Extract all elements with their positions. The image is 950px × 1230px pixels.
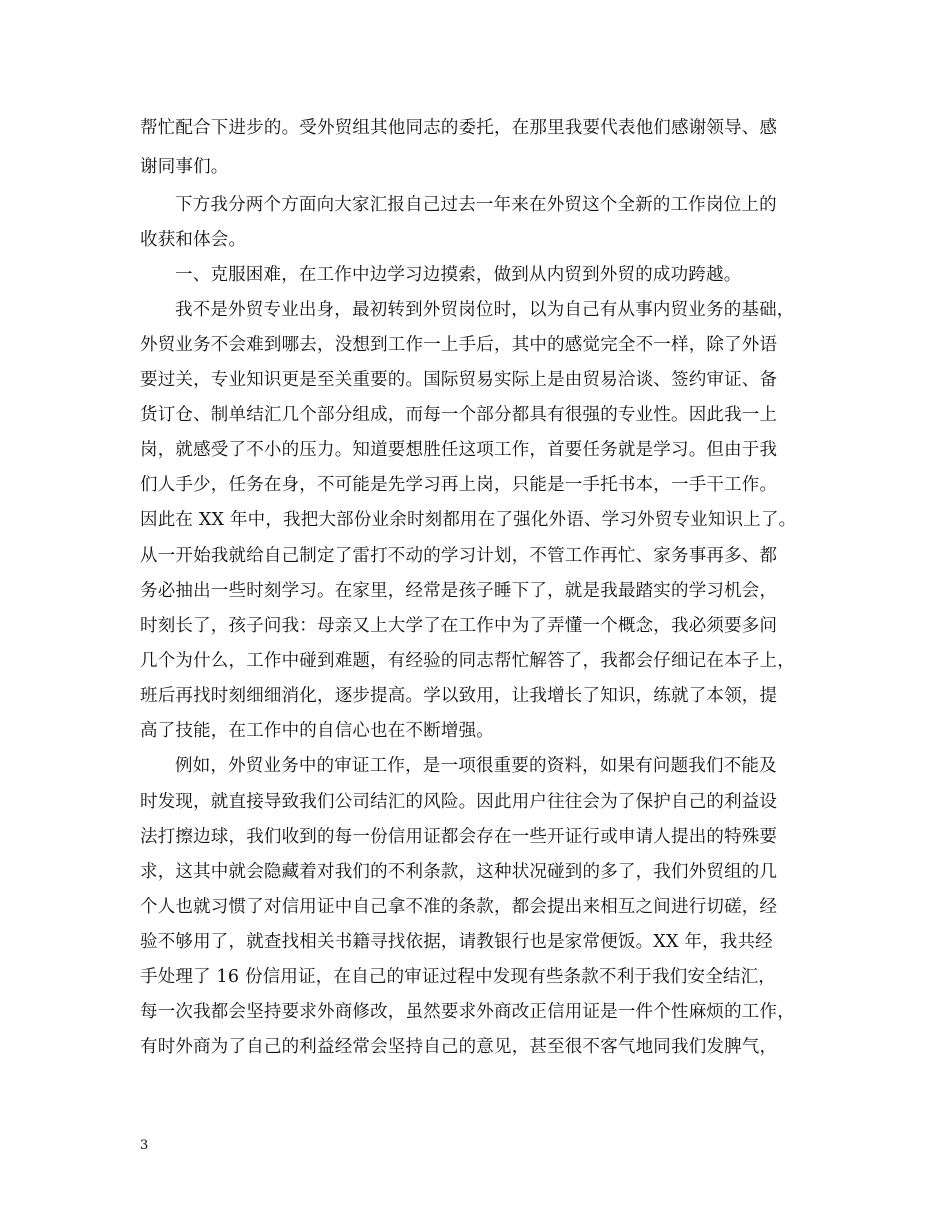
text-line: 有时外商为了自己的利益经常会坚持自己的意见，甚至很不客气地同我们发脾气， (140, 1037, 778, 1057)
text-line: 从一开始我就给自己制定了雷打不动的学习计划，不管工作再忙、家务事再多、都 (140, 546, 778, 566)
text-line: 收获和体会。 (140, 230, 247, 250)
text-line: 务必抽出一些时刻学习。在家里，经常是孩子睡下了，就是我最踏实的学习机会， (140, 581, 778, 601)
text-line: 要过关，专业知识更是至关重要的。国际贸易实际上是由贸易洽谈、签约审证、备 (140, 370, 778, 390)
text-line: 外贸业务不会难到哪去，没想到工作一上手后，其中的感觉完全不一样，除了外语 (140, 335, 778, 355)
text-line: 每一次我都会坚持要求外商修改，虽然要求外商改正信用证是一件个性麻烦的工作， (140, 1002, 795, 1022)
paragraph-start: 我不是外贸专业出身，最初转到外贸岗位时，以为自己有从事内贸业务的基础， (175, 300, 795, 320)
text-line: 高了技能，在工作中的自信心也在不断增强。 (140, 721, 494, 741)
paragraph-start: 下方我分两个方面向大家汇报自己过去一年来在外贸这个全新的工作岗位上的 (175, 195, 777, 215)
text-line: 验不够用了，就查找相关书籍寻找依据，请教银行也是家常便饭。XX 年，我共经 (140, 932, 773, 952)
paragraph-start: 例如，外贸业务中的审证工作，是一项很重要的资料，如果有问题我们不能及 (175, 756, 777, 776)
text-line: 岗，就感受了不小的压力。知道要想胜任这项工作，首要任务就是学习。但由于我 (140, 440, 778, 460)
text-line: 几个为什么，工作中碰到难题，有经验的同志帮忙解答了，我都会仔细记在本子上， (140, 651, 795, 671)
text-line: 求，这其中就会隐藏着对我们的不利条款，这种状况碰到的多了，我们外贸组的几 (140, 862, 778, 882)
text-line: 时刻长了，孩子问我：母亲又上大学了在工作中为了弄懂一个概念，我必须要多问 (140, 616, 778, 636)
section-heading: 一、克服困难，在工作中边学习边摸索，做到从内贸到外贸的成功跨越。 (175, 265, 742, 285)
text-line: 们人手少，任务在身，不可能是先学习再上岗，只能是一手托书本，一手干工作。 (140, 475, 778, 495)
text-line: 个人也就习惯了对信用证中自己拿不准的条款，都会提出来相互之间进行切磋，经 (140, 897, 778, 917)
text-line: 法打擦边球，我们收到的每一份信用证都会存在一些开证行或申请人提出的特殊要 (140, 827, 778, 847)
text-line: 帮忙配合下进步的。受外贸组其他同志的委托，在那里我要代表他们感谢领导、感 (140, 118, 778, 138)
text-line: 时发现，就直接导致我们公司结汇的风险。因此用户往往会为了保护自己的利益设 (140, 792, 778, 812)
text-line: 手处理了 16 份信用证，在自己的审证过程中发现有些条款不利于我们安全结汇， (140, 967, 776, 987)
text-line: 货订仓、制单结汇几个部分组成，而每一个部分都具有很强的专业性。因此我一上 (140, 405, 778, 425)
page-number: 3 (140, 1138, 149, 1153)
text-line: 谢同事们。 (140, 157, 229, 177)
text-line: 班后再找时刻细细消化，逐步提高。学以致用，让我增长了知识，练就了本领，提 (140, 686, 778, 706)
text-line: 因此在 XX 年中，我把大部份业余时刻都用在了强化外语、学习外贸专业知识上了。 (140, 510, 797, 530)
